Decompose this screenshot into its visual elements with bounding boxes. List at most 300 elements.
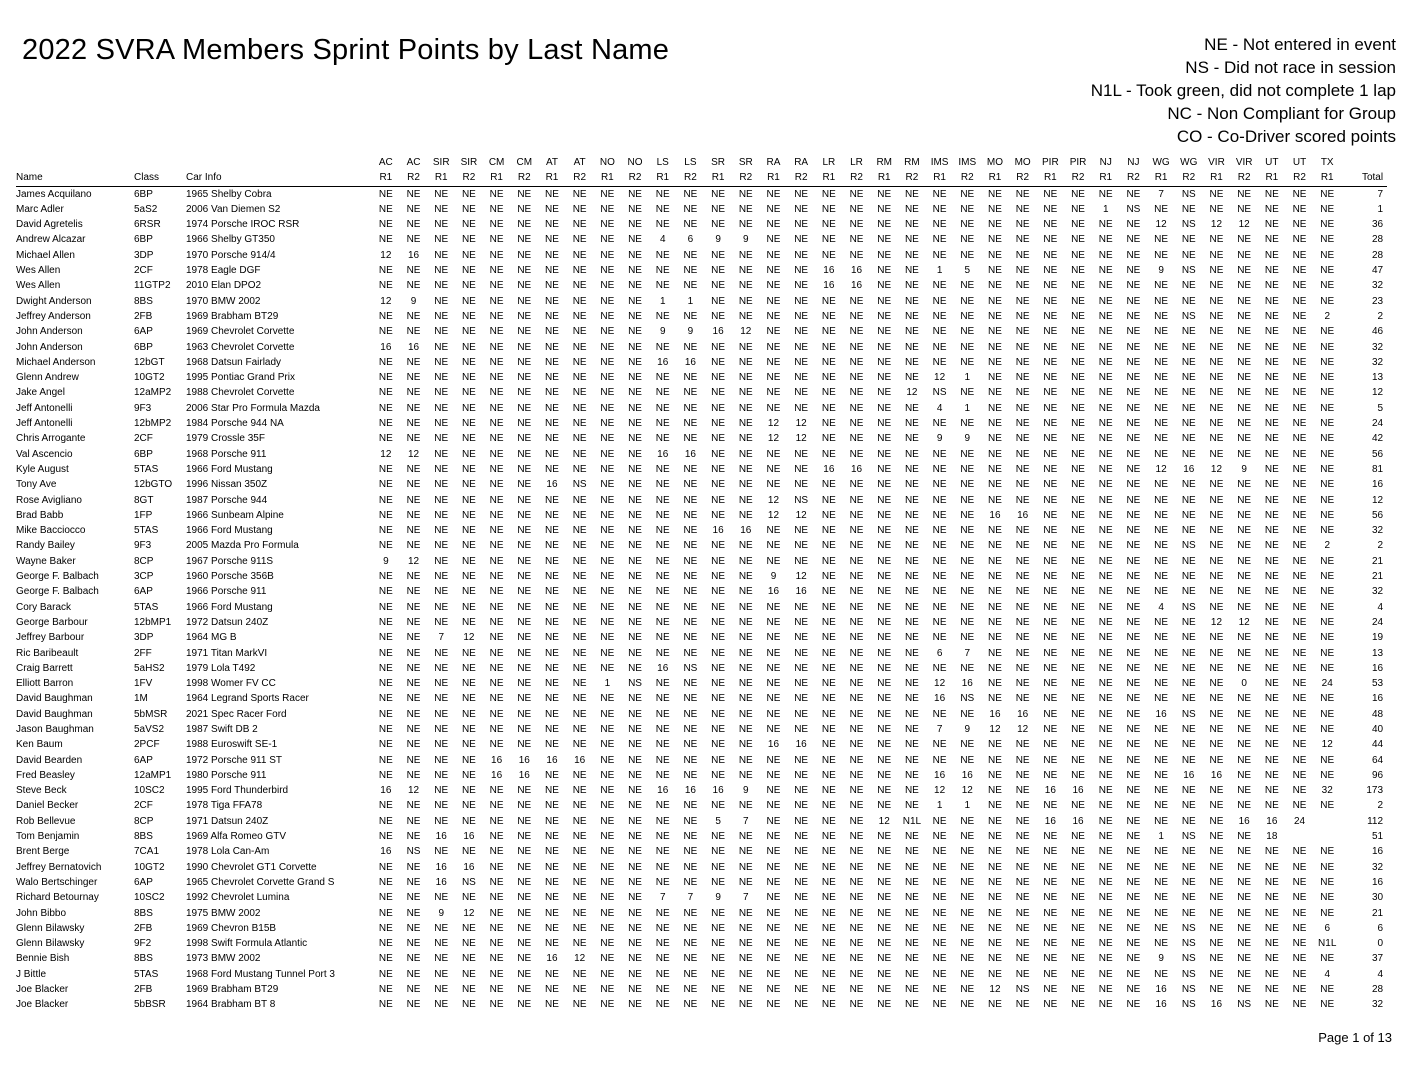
points-cell: 16 [961,678,973,690]
points-cell: 12 [1238,219,1250,231]
points-cell: NE [1264,785,1279,797]
points-cell: NE [932,831,947,843]
points-cell: 12 [463,907,475,919]
table-row [16,921,1387,936]
points-cell: NE [1292,785,1307,797]
points-cell: NE [960,418,975,430]
points-cell: NE [489,999,504,1011]
points-cell: NE [1181,815,1196,827]
points-cell: NE [434,525,449,537]
points-cell: NE [434,662,449,674]
points-cell: NE [572,494,587,506]
driver-name: Brent Berge [16,846,70,858]
points-cell: NE [1209,815,1224,827]
points-cell: NE [600,754,615,766]
driver-name: Jake Angel [16,387,65,399]
points-cell: NE [1015,433,1030,445]
points-cell: NE [1015,219,1030,231]
points-cell: NE [600,586,615,598]
class-cell: 12bMP1 [134,616,172,628]
points-cell: NE [1237,372,1252,384]
points-cell: NE [711,219,726,231]
points-cell: NE [434,509,449,521]
points-cell: NE [766,295,781,307]
points-cell: NE [821,418,836,430]
points-cell: NE [877,938,892,950]
points-cell: NE [794,876,809,888]
points-cell: NE [628,984,642,996]
table-row [16,431,1387,446]
points-cell: NE [988,494,1002,506]
points-cell: NE [517,708,532,720]
points-cell: NE [1043,632,1058,644]
blank-header [16,155,134,170]
points-cell: NE [960,219,975,231]
points-cell: NE [489,509,504,521]
driver-name: Randy Bailey [16,540,75,552]
points-cell: NE [1209,295,1224,307]
total-cell: 1 [1377,203,1384,215]
car-info-cell: 1992 Chevrolet Lumina [186,892,290,904]
points-cell: NE [517,601,532,613]
points-cell: NE [628,616,642,628]
points-cell: NE [1264,999,1279,1011]
points-cell: NE [960,188,975,200]
points-cell: NE [711,616,726,628]
points-cell: NE [1126,892,1141,904]
points-cell: NE [821,769,836,781]
table-row [16,600,1387,615]
points-cell: NE [1043,433,1058,445]
points-cell: NE [489,463,504,475]
points-cell: 12 [574,953,586,965]
points-cell: NE [600,525,615,537]
points-cell: NE [600,785,615,797]
car-info-cell: 1978 Tiga FFA78 [186,800,263,812]
points-cell: NE [766,479,781,491]
points-cell: NE [849,754,864,766]
points-cell: NE [711,922,726,934]
class-cell: 2PCF [134,739,160,751]
points-cell: NE [434,479,449,491]
event-header: NJ [1127,157,1140,168]
points-cell: NE [461,341,476,353]
points-cell: NE [489,203,504,215]
points-cell: NE [1237,341,1252,353]
name-header: Name [16,170,134,186]
points-cell: NE [378,219,393,231]
points-cell: NE [1098,739,1113,751]
points-cell: NE [988,234,1002,246]
points-cell: NE [1126,479,1141,491]
points-cell: NE [1043,800,1058,812]
points-cell: NE [378,265,393,277]
points-cell: NE [821,203,836,215]
points-cell: NE [1154,616,1169,628]
points-cell: NE [821,387,836,399]
points-cell: NE [1015,601,1030,613]
points-cell: NE [1181,234,1196,246]
points-cell: NE [1237,632,1252,644]
table-row [16,416,1387,431]
points-cell: NE [849,984,864,996]
points-cell: NE [794,479,809,491]
points-cell: NE [1181,876,1196,888]
points-cell: NE [655,188,670,200]
points-cell: NE [655,372,670,384]
points-cell: NE [711,310,726,322]
points-cell: NE [406,815,421,827]
points-cell: NS [1181,968,1196,980]
points-cell: NE [1126,831,1141,843]
points-cell: NE [628,922,642,934]
race-header: R2 [1230,170,1258,186]
points-cell: NE [738,295,753,307]
points-cell: NE [1098,525,1113,537]
points-cell: 12 [1321,739,1333,751]
points-cell: NE [1264,219,1279,231]
points-cell: NS [1181,922,1196,934]
points-cell: NE [1264,448,1279,460]
points-cell: NE [794,341,809,353]
driver-name: Daniel Becker [16,800,79,812]
points-cell: NE [1292,984,1307,996]
points-cell: NE [1071,402,1085,414]
points-cell: NE [711,188,726,200]
points-cell: NE [932,892,947,904]
table-row [16,462,1387,477]
points-cell: NE [1264,739,1279,751]
points-cell: NE [628,892,642,904]
points-cell: NE [1209,678,1224,690]
points-cell: N1L [1318,938,1337,950]
points-cell: NE [849,188,864,200]
class-cell: 2CF [134,265,153,277]
points-cell: NE [1237,938,1252,950]
table-row [16,982,1387,997]
points-cell: NE [738,999,753,1011]
total-cell: 51 [1371,831,1384,843]
points-cell: NE [1098,555,1113,567]
driver-name: Jeff Antonelli [16,418,73,430]
points-cell: 16 [407,249,420,261]
points-cell: NE [628,739,642,751]
total-cell: 48 [1371,708,1384,720]
points-cell: NE [821,861,836,873]
table-row [16,508,1387,523]
points-cell: NE [600,876,615,888]
points-cell: NE [794,295,809,307]
points-cell: NE [572,571,587,583]
points-cell: NE [932,280,947,292]
points-cell: 7 [687,892,694,904]
points-cell: NE [600,463,615,475]
race-header: R1 [1092,170,1120,186]
points-cell: NE [1071,295,1085,307]
points-cell: NE [545,968,559,980]
points-cell: NE [711,739,726,751]
points-cell: NE [378,616,393,628]
points-cell: NE [1292,402,1307,414]
event-header: TX [1320,157,1334,168]
class-cell: 12aMP2 [134,387,172,399]
points-cell: NE [655,479,670,491]
points-cell: NE [628,571,642,583]
points-cell: NE [1292,326,1307,338]
points-cell: NE [1237,769,1252,781]
legend [1091,33,1396,148]
points-cell: NE [572,463,587,475]
points-cell: NE [988,693,1002,705]
points-cell: NE [655,540,670,552]
points-cell: NE [406,509,421,521]
points-cell: NE [600,310,615,322]
points-cell: NE [904,632,919,644]
points-cell: NE [545,249,559,261]
points-cell: NE [738,968,753,980]
points-cell: NE [683,341,698,353]
points-cell: NE [1126,922,1141,934]
points-cell: NE [628,968,642,980]
points-cell: NE [1292,922,1307,934]
table-row [16,906,1387,921]
points-cell: 16 [574,754,586,766]
points-cell: NE [600,326,615,338]
race-header: R2 [1064,170,1092,186]
points-cell: NE [1320,280,1335,292]
points-cell: NE [766,219,781,231]
points-cell: NE [1015,922,1030,934]
points-cell: NE [572,402,587,414]
points-cell: NE [572,892,587,904]
driver-name: Elliott Barron [16,678,74,690]
points-cell: NE [1098,723,1113,735]
points-cell: NE [877,203,892,215]
points-cell: NE [572,876,587,888]
points-cell: NE [904,984,919,996]
points-cell: NE [1320,356,1335,368]
points-cell: NE [1181,754,1196,766]
points-cell: NE [738,372,753,384]
points-cell: NE [1209,785,1224,797]
points-cell: NE [904,463,919,475]
class-cell: 9F3 [134,402,152,414]
points-cell: NS [794,494,809,506]
points-cell: NE [572,448,587,460]
points-cell: NE [683,310,698,322]
points-cell: NE [683,402,698,414]
points-cell: NE [711,984,726,996]
points-cell: NE [461,693,476,705]
points-cell: NE [517,953,532,965]
driver-name: David Baughman [16,693,93,705]
points-cell: NE [1154,678,1169,690]
class-cell: 5TAS [134,968,159,980]
points-cell: NE [849,769,864,781]
points-cell: NE [628,815,642,827]
points-cell: NE [628,831,642,843]
points-cell: NE [1126,372,1141,384]
points-cell: NE [1237,953,1252,965]
points-cell: NE [1181,402,1196,414]
table-row [16,844,1387,859]
points-cell: NE [932,540,947,552]
points-cell: NE [1237,647,1252,659]
points-cell: NE [711,494,726,506]
points-cell: 16 [1044,815,1056,827]
points-cell: NE [1320,586,1335,598]
points-cell: NE [849,632,864,644]
points-cell: NE [1320,647,1335,659]
points-cell: NE [960,280,975,292]
points-cell: NE [378,632,393,644]
points-cell: NE [794,387,809,399]
points-cell: NE [960,831,975,843]
points-cell: NE [1043,769,1058,781]
points-cell: NE [1209,754,1224,766]
points-cell: NE [1237,723,1252,735]
points-cell: NE [849,800,864,812]
points-cell: NE [655,953,670,965]
points-cell: NE [572,785,587,797]
points-cell: NE [1320,662,1335,674]
points-cell: NE [1209,494,1224,506]
points-cell: NE [1292,632,1307,644]
points-cell: NE [628,479,642,491]
points-cell: NE [904,831,919,843]
points-cell: NE [1264,418,1279,430]
car-info-cell: 1988 Chevrolet Corvette [186,387,295,399]
points-cell: NE [434,341,449,353]
points-cell: 1 [1158,831,1164,843]
points-cell: NE [683,678,698,690]
points-cell: NE [821,249,836,261]
class-cell: 3DP [134,249,154,261]
points-cell: NE [1209,555,1224,567]
driver-name: Rose Avigliano [16,494,82,506]
points-cell: NE [932,310,947,322]
points-cell: NE [738,586,753,598]
points-cell: NE [434,938,449,950]
points-cell: NE [988,418,1002,430]
points-cell: NE [1126,693,1141,705]
points-cell: NE [988,922,1002,934]
points-cell: NE [904,295,919,307]
points-cell: NE [988,647,1002,659]
points-cell: NE [461,203,476,215]
points-cell: NE [1264,754,1279,766]
points-cell: NE [628,509,642,521]
points-cell: NE [766,815,781,827]
points-cell: NS [1181,310,1196,322]
points-cell: NE [738,249,753,261]
points-cell: NE [1043,984,1058,996]
points-cell: NE [628,265,642,277]
points-cell: NE [849,861,864,873]
points-cell: NE [1209,433,1224,445]
points-cell: NE [1071,586,1085,598]
points-cell: NE [766,662,781,674]
points-cell: NE [1292,571,1307,583]
points-cell: NE [628,601,642,613]
points-cell: NE [849,571,864,583]
points-cell: NE [1126,188,1141,200]
points-cell: NE [960,892,975,904]
points-cell: NE [378,678,393,690]
points-cell: NE [1015,968,1030,980]
points-cell: NE [794,632,809,644]
points-cell: NE [1264,662,1279,674]
points-cell: NE [1264,249,1279,261]
points-cell: NE [1071,616,1085,628]
points-cell: NE [406,907,421,919]
points-cell: NE [1181,249,1196,261]
event-header: LS [656,157,669,168]
points-cell: NE [378,586,393,598]
points-cell: NE [1264,922,1279,934]
points-cell: NE [683,708,698,720]
points-cell: NE [545,769,559,781]
points-cell: NE [1154,662,1169,674]
points-cell: NE [461,249,476,261]
points-cell: NE [378,892,393,904]
points-cell: NE [794,922,809,934]
points-cell: NE [489,341,504,353]
points-cell: NE [904,203,919,215]
points-cell: NE [766,616,781,628]
points-cell: NE [600,203,615,215]
points-cell: NE [517,448,532,460]
points-cell: NE [1320,723,1335,735]
points-cell: NE [378,907,393,919]
points-cell: NE [1209,418,1224,430]
points-cell: NE [683,907,698,919]
points-cell: NE [1320,525,1335,537]
points-cell: NE [904,876,919,888]
points-cell: NE [628,938,642,950]
race-header: R1 [483,170,511,186]
points-cell: NE [1126,540,1141,552]
points-cell: NE [711,876,726,888]
page-title: 2022 SVRA Members Sprint Points by Last Name [22,34,670,66]
event-header: LR [850,157,863,168]
points-cell: NE [406,999,421,1011]
points-cell: NE [1209,953,1224,965]
points-cell: NE [1015,678,1030,690]
points-cell: NE [1292,188,1307,200]
points-cell: NE [406,280,421,292]
points-cell: NE [1154,249,1169,261]
car-info-cell: 2021 Spec Racer Ford [186,708,287,720]
class-cell: 8BS [134,831,153,843]
points-cell: 16 [380,846,392,858]
points-cell: NE [904,249,919,261]
blank-header [186,155,372,170]
points-cell: NE [1071,800,1085,812]
points-cell: NE [461,540,476,552]
points-cell: 9 [743,234,749,246]
points-cell: NE [489,525,504,537]
points-cell: NE [1015,876,1030,888]
points-cell: NE [461,723,476,735]
points-cell: NE [1237,387,1252,399]
points-cell: NE [738,739,753,751]
points-cell: NE [877,494,892,506]
points-cell: NE [517,815,532,827]
points-cell: NE [932,708,947,720]
points-cell: NE [545,586,559,598]
points-cell: NE [794,203,809,215]
